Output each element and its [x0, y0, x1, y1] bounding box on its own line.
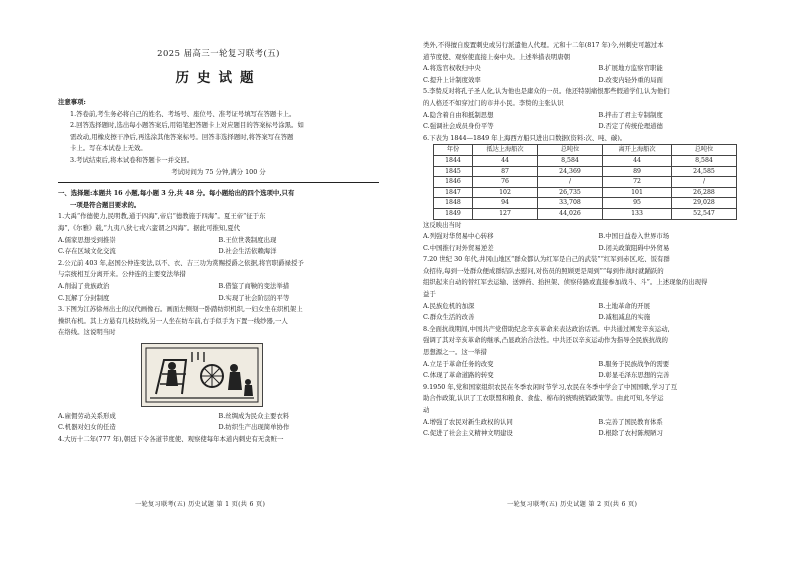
table-cell: 24,369: [538, 166, 603, 177]
table-cell: 52,547: [672, 208, 737, 219]
table-cell: 44: [473, 155, 538, 166]
notice-block: [58, 97, 379, 446]
table-body: [434, 155, 737, 219]
question-4-cont: 类外,不得擅自废置刺史或另行派遣他人代理。元和十二年(817 年)今,州刺史可越过本: [423, 41, 664, 49]
table-cell: 95: [603, 198, 672, 209]
option-a: A.列强对华贸易中心转移: [423, 232, 494, 241]
notice-line: 需改动,用橡皮擦干净后,再选涂其他答案标号。回答非选择题时,将答案写在答题: [70, 132, 294, 141]
table-header-row: [434, 145, 737, 156]
question-6-tail: 这反映出当时: [423, 220, 462, 229]
option-c: C.瓦解了分封制度: [58, 293, 110, 302]
table-header-cell: 离开上海船次: [603, 145, 672, 156]
option-d: D.闭关政策阻碍中外贸易: [598, 243, 670, 252]
question-5-options: [423, 121, 774, 133]
question-1-options: [58, 246, 379, 258]
option-a: A.民族危机的加深: [423, 301, 475, 310]
question-7: 7.20 世纪 30 年代,井冈山地区“群众都认为红军是自己的武装”“红军到赤区,吃、饭有群: [423, 255, 670, 264]
option-a: A.隐含着自由和抵制思想: [423, 110, 494, 119]
table-cell: 127: [473, 208, 538, 219]
option-d: D.改变内轻外重的局面: [598, 75, 663, 84]
table-cell: 8,584: [672, 155, 737, 166]
question-5: 5.李贽反对将孔子圣人化,认为他也是庸众的一员。他还特别痛恨那些假道学们,认为他们: [423, 87, 670, 96]
table-row: [434, 187, 737, 198]
table-cell: 101: [603, 187, 672, 198]
option-b: B.扩展地方监察官职能: [598, 64, 663, 73]
question-4-options: [423, 75, 774, 87]
divider: [58, 182, 379, 183]
weaving-scene-illustration: [142, 344, 262, 406]
table-cell: 133: [603, 208, 672, 219]
question-9-options: [423, 417, 774, 429]
page-footer: 一轮复习联考(五) 历史试题 第 1 页(共 6 页): [135, 501, 266, 508]
table-cell: 44,026: [538, 208, 603, 219]
question-7-cont: 众招待,每到一处群众便成群结队去慰问,对伤员的照顾更是周到”“每到作战时就踊跃的: [423, 266, 664, 275]
option-a: A.儒家思想受到推崇: [58, 235, 116, 244]
question-9: 9.1950 年,党和国家组织农民在冬季农闲时节学习,农民在冬季中学会了中国国歌,学习了互: [423, 382, 678, 391]
question-8-cont: 强调了其对辛亥革命的继承,凸显政治合法性。中共还以辛亥运动作为指导全民族抗战的: [423, 336, 668, 345]
section-heading-cont: 一项是符合题目要求的。: [70, 200, 141, 209]
table-cell: 29,028: [672, 198, 737, 209]
question-9-cont: 动: [423, 406, 430, 414]
question-4-cont: 道节度使、观察使直接上奏中央。上述举措表明唐朝: [423, 52, 570, 61]
table-cell: 33,708: [538, 198, 603, 209]
table-cell: 24,585: [672, 166, 737, 177]
table-header-cell: 总吨位: [672, 145, 737, 156]
notice-line: 3.考试结束后,将本试卷和答题卡一并交回。: [70, 155, 194, 164]
notice-title: 注意事项:: [58, 98, 86, 106]
option-a: A.立足于革命任务的改变: [423, 359, 494, 368]
table-cell: 1849: [434, 208, 473, 219]
question-6: 6.下表为 1844—1849 年上海西方船只进出口数据(资料:次、吨、碳)。: [423, 133, 627, 142]
question-1: 1.大禹“作德使力,民明教,通于四海”,帝启“德教施于四海”。夏王帝“征于东: [58, 212, 266, 221]
question-7-options: [423, 301, 774, 313]
table-cell: 1846: [434, 177, 473, 188]
question-8-options: [423, 359, 774, 371]
table-cell: 26,735: [538, 187, 603, 198]
question-2-options: [58, 293, 379, 305]
table-row: [434, 177, 737, 188]
section-heading: 一、选择题:本题共 16 小题,每小题 3 分,共 48 分。每小题给出的四个选项中,只有: [58, 189, 295, 198]
option-c: C.群众生活的改善: [423, 313, 475, 322]
question-9-options: [423, 428, 774, 440]
table-cell: 1845: [434, 166, 473, 177]
question-1-options: [58, 235, 379, 247]
table-header-cell: 年份: [434, 145, 473, 156]
option-c: C.存在区域文化交流: [58, 247, 116, 256]
exam-subject-title: 历史试题: [175, 70, 262, 86]
option-d: D.根除了农村陈规陋习: [598, 429, 663, 438]
option-c: C.强调社会成员身份平等: [423, 122, 494, 131]
question-2-cont: 与宗统相互分离开来。公仲连的主要变法举措: [58, 270, 186, 279]
question-4: 4.大历十二年(777 年),朝廷下令各道节度使、观察使每年本道内刺史有无贪赃一: [58, 435, 284, 444]
table-cell: 1847: [434, 187, 473, 198]
option-b: B.中国日益卷入世界市场: [598, 232, 670, 241]
question-6-options: [423, 243, 774, 255]
option-d: D.社会生活依赖海洋: [218, 247, 277, 256]
right-page: [397, 0, 794, 561]
table-cell: /: [672, 177, 737, 188]
option-b: B.服务于民族战争的需要: [598, 359, 670, 368]
question-3-cont: 在络线。这说明当时: [58, 328, 116, 337]
table-row: [434, 198, 737, 209]
question-8-options: [423, 370, 774, 382]
question-3: 3.下图为江苏徐州出土的汉代画像石。画面左侧刻一卧踏纺织机织,一妇女坐在织机架上: [58, 305, 303, 314]
option-b: B.王位世袭制度出现: [218, 235, 277, 244]
notice-line: 1.答卷前,考生务必将自己的姓名、考场号、座位号、准考证号填写在答题卡上。: [70, 109, 296, 118]
question-7-cont: 益于: [423, 290, 436, 299]
exam-series-title: 2025 届高三一轮复习联考(五): [157, 48, 280, 58]
table-row: [434, 155, 737, 166]
table-cell: 1844: [434, 155, 473, 166]
exam-info: 考试时间为 75 分钟,满分 100 分: [171, 167, 266, 176]
question-3-options: [58, 411, 379, 423]
option-b: B.丝绸成为民众主要衣料: [218, 411, 290, 420]
table-row: [434, 208, 737, 219]
table-cell: 44: [603, 155, 672, 166]
option-b: B.完善了国民教育体系: [598, 417, 663, 426]
right-content: [423, 40, 774, 440]
table-cell: 72: [603, 177, 672, 188]
option-c: C.提升上计制度效率: [423, 75, 481, 84]
table-row: [434, 166, 737, 177]
option-d: D.实现了社会阶层的平等: [218, 293, 290, 302]
table-cell: 87: [473, 166, 538, 177]
table-cell: /: [538, 177, 603, 188]
shipping-data-table: [433, 144, 737, 219]
option-d: D.减租减息的实施: [598, 313, 651, 322]
question-2: 2.公元前 403 年,赵国公仲连变法,以不、衣、吉三功为赏赐授爵之依据,将官职爵禄授予: [58, 258, 304, 267]
option-a: A.将选官权收归中央: [423, 64, 481, 73]
question-5-cont: 的人格还不如穿过门的市井小民。李贽的主张认识: [423, 98, 564, 107]
option-a: A.增强了农民对新生政权的认同: [423, 417, 513, 426]
question-4-options: [423, 63, 774, 75]
question-3-cont: 操织布机。其上方悬有几枝纺线,另一人坐在纺车前,右手似手为下置一线纱器,一人: [58, 316, 288, 325]
table-cell: 8,584: [538, 155, 603, 166]
option-a: A.雇佣劳动关系形成: [58, 411, 116, 420]
option-d: D.彰显毛泽东思想的完善: [598, 371, 670, 380]
question-5-options: [423, 110, 774, 122]
question-8: 8.全面抗战期间,中国共产党借助纪念辛亥革命来表达政治话语。中共通过阐发辛亥运动,: [423, 324, 670, 333]
table-header-cell: 总吨位: [538, 145, 603, 156]
option-d: D.否定了传统伦理道德: [598, 122, 663, 131]
table-header-cell: 抵达上海船次: [473, 145, 538, 156]
option-d: D.纺织生产出现简单协作: [218, 423, 290, 432]
option-c: C.体现了革命道路的转变: [423, 371, 494, 380]
question-3-options: [58, 422, 379, 434]
question-7-cont: 组织起来自动的替红军去运输、送弹药、抬担架、侦察侍路或直接参加战斗、斗”。上述现象的出现得: [423, 278, 708, 287]
table-cell: 102: [473, 187, 538, 198]
table-cell: 26,288: [672, 187, 737, 198]
question-1-cont: 海”,《尔雅》载,“九夷八狄七戎六蛮谓之四海”。据此可推知,夏代: [58, 223, 241, 232]
question-9-cont: 助合作政策,认识了工农联盟和粮食、食盐、棉布的统购统销政策等。由此可知,冬学运: [423, 394, 664, 403]
question-6-options: [423, 231, 774, 243]
question-7-options: [423, 312, 774, 324]
option-b: B.土地革命的开展: [598, 301, 650, 310]
table-cell: 1848: [434, 198, 473, 209]
han-stone-relief-image: [141, 343, 263, 407]
option-b: B.拌击了君主专制制度: [598, 110, 663, 119]
table-cell: 94: [473, 198, 538, 209]
notice-line: 卡上。写在本试卷上无效。: [70, 144, 147, 153]
page-footer: 一轮复习联考(五) 历史试题 第 2 页(共 6 页): [507, 501, 638, 508]
option-c: C.中国推行对外贸易逆差: [423, 243, 494, 252]
option-c: C.促进了社会主义精神文明建设: [423, 429, 513, 438]
question-8-cont: 思想源之一。这一举措: [423, 348, 487, 357]
question-2-options: [58, 281, 379, 293]
option-b: B.借鉴了商鞅的变法举措: [218, 281, 290, 290]
option-a: A.削弱了贵族政治: [58, 281, 110, 290]
table-cell: 76: [473, 177, 538, 188]
table-cell: 89: [603, 166, 672, 177]
notice-line: 2.回答选择题时,选出每小题答案后,用铅笔把答题卡上对应题目的答案标号涂黑。如: [70, 121, 304, 130]
option-c: C.机器对妇女的任造: [58, 423, 116, 432]
